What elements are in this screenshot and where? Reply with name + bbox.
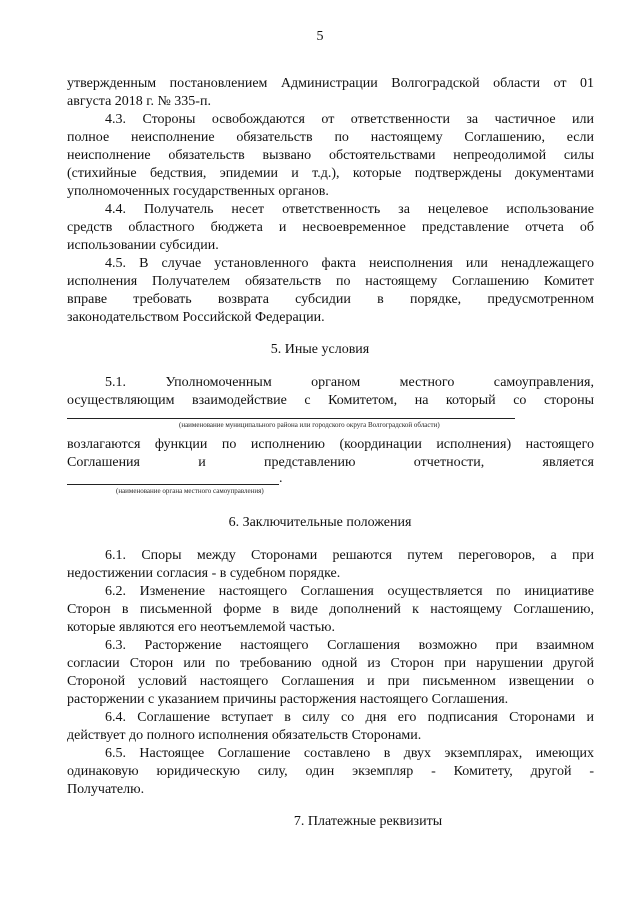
text-line: полное неисполнение обязательств по настоящему Соглашению, если [67,130,594,145]
end-mark: . [279,471,283,486]
text-line: возлагаются функции по исполнению (координации исполнения) настоящего [67,437,594,452]
text-line: недостижении согласия - в судебном порядке. [67,566,341,581]
field-hint: (наименование органа местного самоуправления) [116,487,264,495]
text-line: утвержденным постановлением Администрации Волгоградской области от 01 [67,76,594,91]
text-line: 4.3. Стороны освобождаются от ответственности за частичное или [105,112,594,127]
text-line: средств областного бюджета и несвоевременное представление отчета об [67,220,594,235]
text-line: одинаковую юридическую силу, один экземпляр - Комитету, другой - [67,764,594,779]
text-line: 5.1. Уполномоченным органом местного самоуправления, [105,375,594,390]
blank-line [67,484,279,485]
text-line: вправе требовать возврата субсидии в порядке, предусмотренном [67,292,594,307]
text-line: осуществляющим взаимодействие с Комитетом, на который со стороны [67,393,594,408]
text-line: 6.4. Соглашение вступает в силу со дня его подписания Сторонами и [105,710,594,725]
text-line: августа 2018 г. № 335-п. [67,94,211,109]
field-hint: (наименование муниципального района или городского округа Волгоградской области) [179,421,440,429]
text-line: Стороной условий настоящего Соглашения и при письменном извещении о [67,674,594,689]
text-line: которые являются его неотъемлемой частью. [67,620,336,635]
section-5-heading: 5. Иные условия [270,342,370,357]
section-7-heading: 7. Платежные реквизиты [293,814,443,829]
text-line: 6.1. Споры между Сторонами решаются путем переговоров, а при [105,548,594,563]
text-line: действует до полного исполнения обязательств Сторонами. [67,728,422,743]
text-line: неисполнение обязательств вызвано обстоятельствами непреодолимой силы [67,148,594,163]
text-line: Соглашения и представлению отчетности, является [67,455,594,470]
text-line: использовании субсидии. [67,238,219,253]
text-line: 6.3. Расторжение настоящего Соглашения возможно при взаимном [105,638,594,653]
text-line: уполномоченных государственных органов. [67,184,329,199]
text-line: исполнения Получателем обязательств по настоящему Соглашению Комитет [67,274,594,289]
text-line: 6.5. Настоящее Соглашение составлено в двух экземплярах, имеющих [105,746,594,761]
text-line: (стихийные бедствия, эпидемии и т.д.), которые подтверждены документами [67,166,594,181]
text-line: расторжении с указанием причины расторжения настоящего Соглашения. [67,692,509,707]
text-line: Сторон в письменной форме в виде дополнений к настоящему Соглашению, [67,602,594,617]
text-line: законодательством Российской Федерации. [67,310,325,325]
text-line: Получателю. [67,782,145,797]
page-number: 5 [316,29,324,44]
blank-line [67,418,515,419]
text-line: согласии Сторон или по требованию одной из Сторон при нарушении другой [67,656,594,671]
text-line: 4.4. Получатель несет ответственность за нецелевое использование [105,202,594,217]
text-line: 4.5. В случае установленного факта неисполнения или ненадлежащего [105,256,594,271]
section-6-heading: 6. Заключительные положения [228,515,412,530]
text-line: 6.2. Изменение настоящего Соглашения осуществляется по инициативе [105,584,594,599]
